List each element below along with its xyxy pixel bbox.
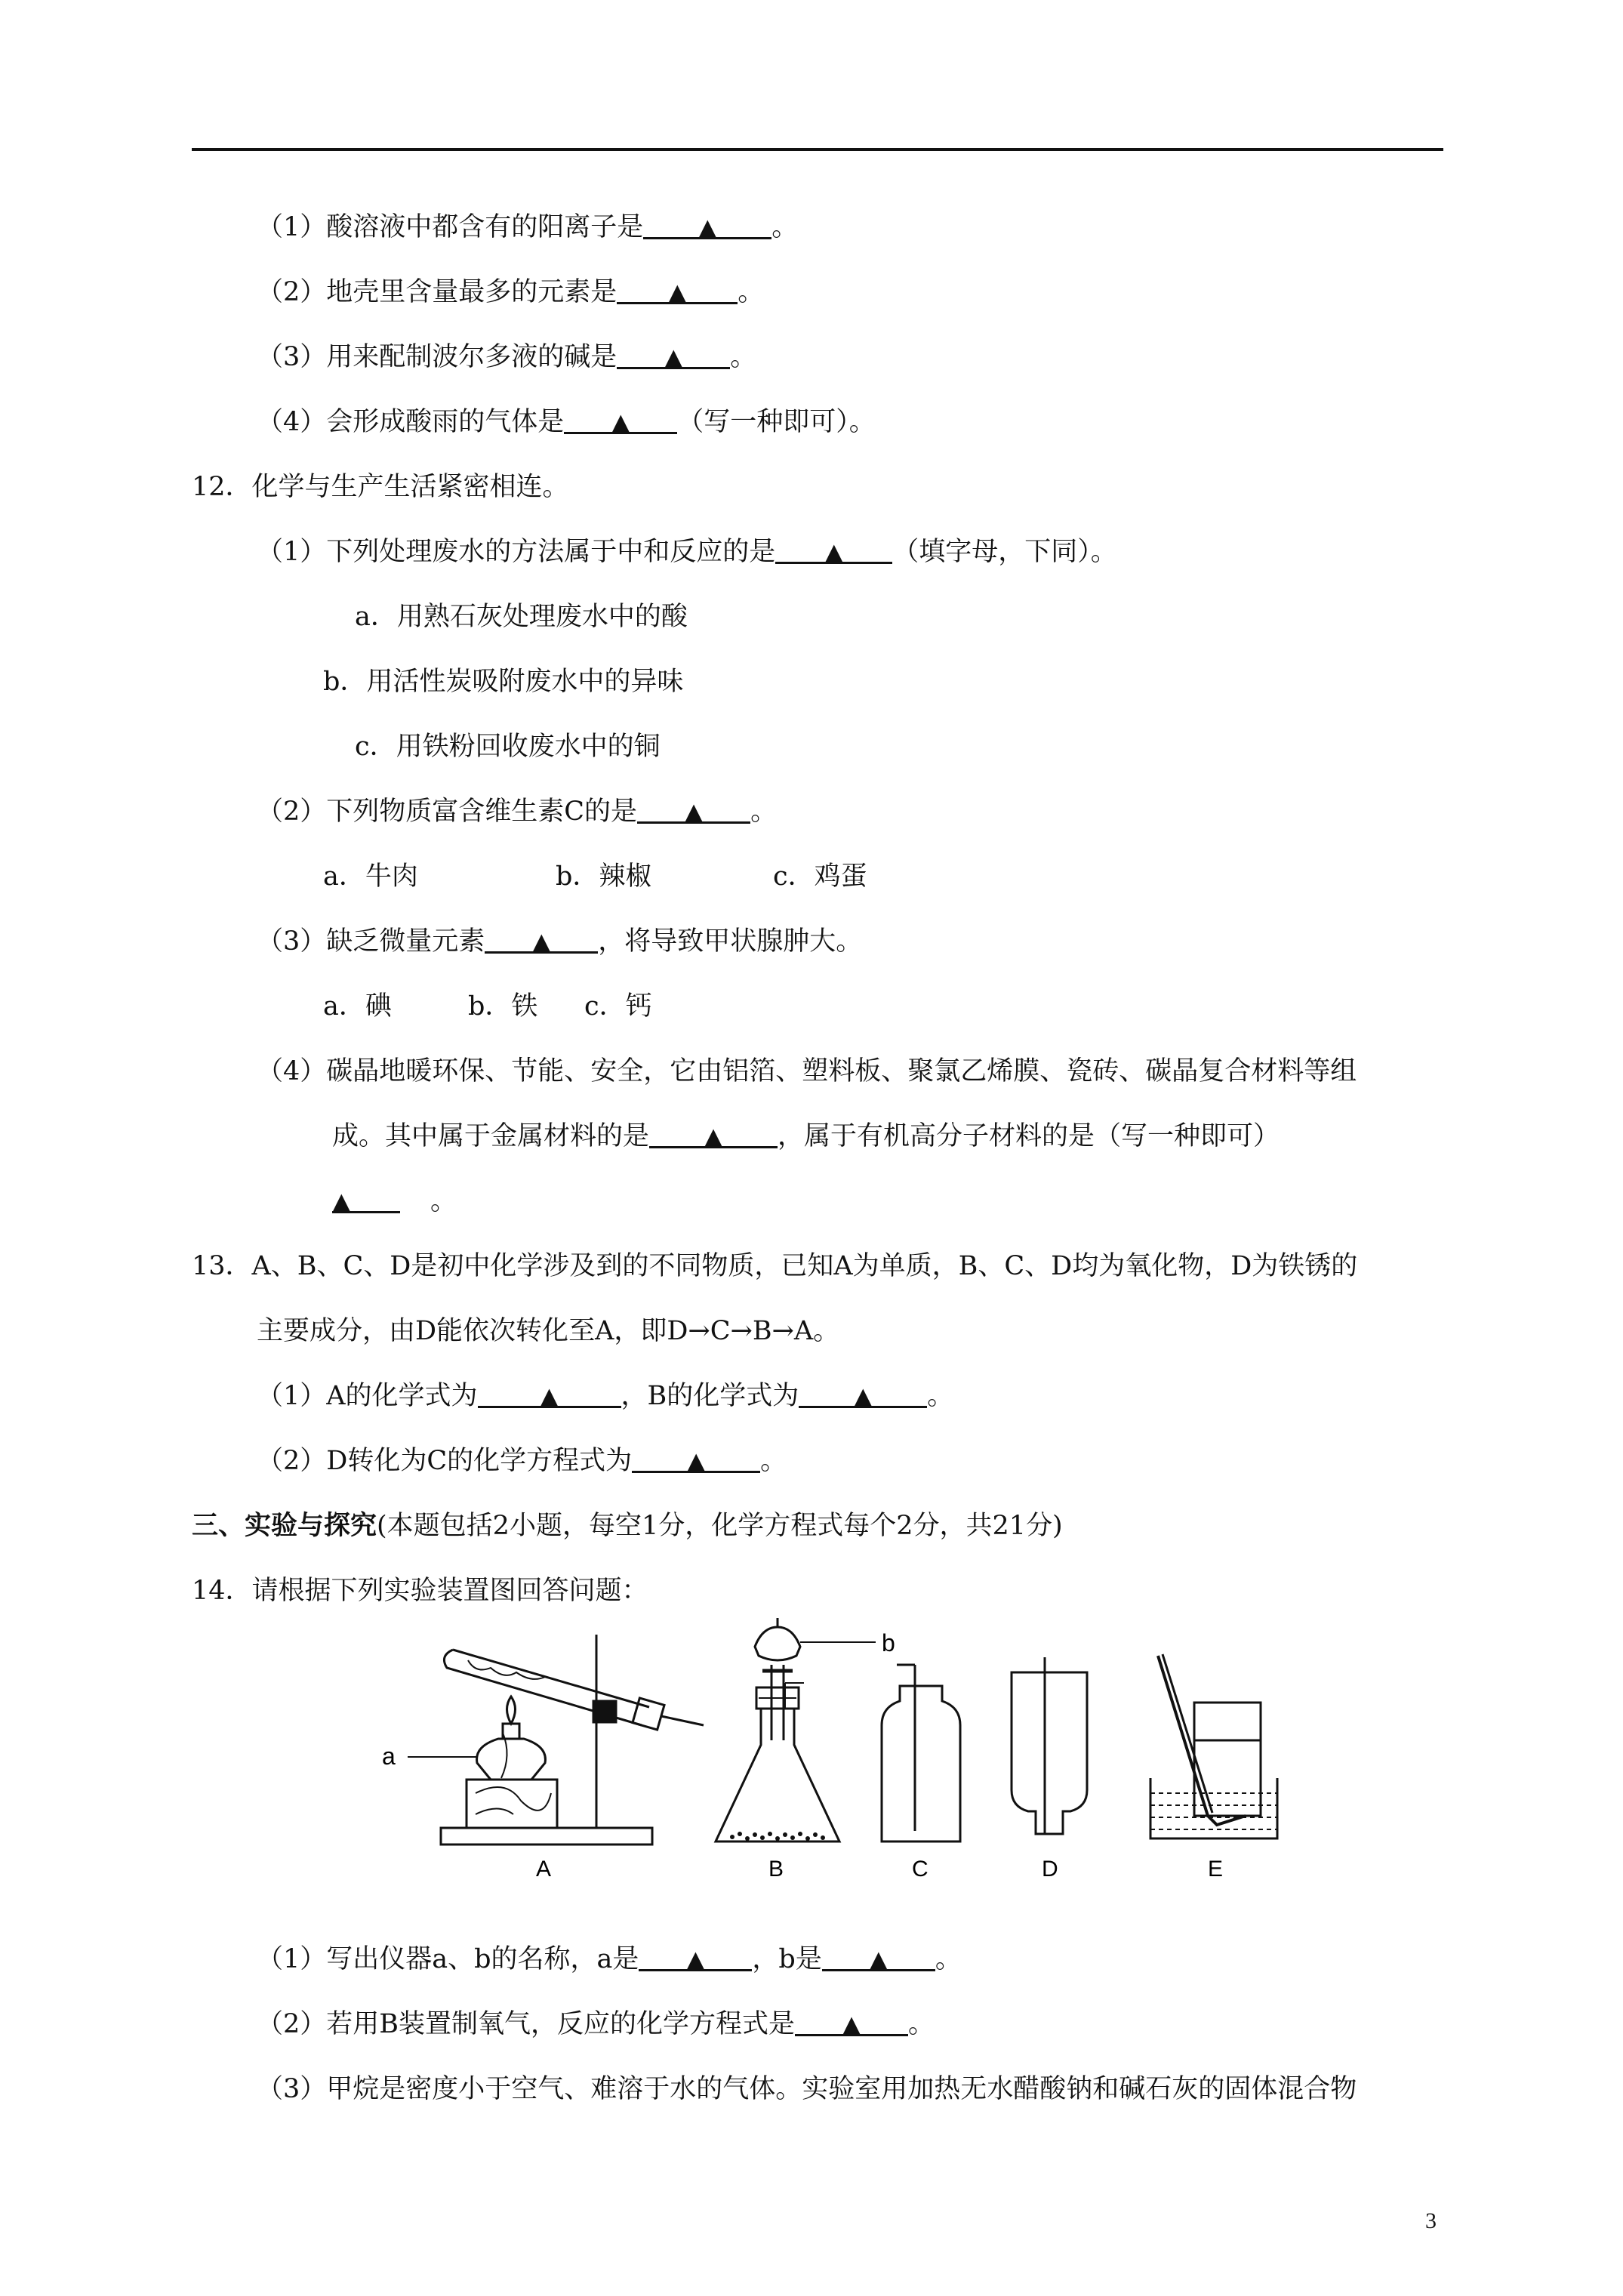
- q12-3-option-c: c．钙: [584, 991, 652, 1022]
- q12-2-line: （2）下列物质富含维生素C的是 ▲ 。: [257, 793, 777, 831]
- caption-b: B: [768, 1857, 784, 1881]
- label-a: a: [382, 1743, 396, 1770]
- q12-1-option-a: a．用熟石灰处理废水中的酸: [355, 602, 688, 632]
- q14-2-line: （2）若用B装置制氧气，反应的化学方程式是 ▲ 。: [257, 2005, 935, 2043]
- answer-blank[interactable]: ▲: [795, 2005, 908, 2036]
- answer-blank[interactable]: ▲: [775, 533, 892, 564]
- apparatus-b: [716, 1618, 876, 1841]
- q11-4-line: （4）会形成酸雨的气体是 ▲ （写一种即可）。: [257, 403, 876, 441]
- apparatus-figure: [377, 1612, 1283, 1884]
- page-number: 3: [1425, 2208, 1437, 2233]
- label-b: b: [882, 1629, 895, 1657]
- q11-3-line: （3）用来配制波尔多液的碱是 ▲ 。: [257, 338, 756, 376]
- apparatus-e: [1150, 1654, 1277, 1838]
- answer-blank[interactable]: ▲: [632, 1442, 760, 1473]
- answer-blank[interactable]: ▲: [485, 923, 598, 954]
- caption-a: A: [536, 1857, 552, 1881]
- answer-blank[interactable]: ▲: [643, 208, 771, 239]
- q12-4-line-3: ▲ 。: [332, 1182, 457, 1220]
- q13-title-2: 主要成分，由D能依次转化至A，即D→C→B→A。: [257, 1316, 840, 1346]
- apparatus-d: [1012, 1657, 1087, 1834]
- q12-title: 12．化学与生产生活紧密相连。: [192, 472, 569, 502]
- caption-c: C: [912, 1857, 929, 1881]
- section-3-heading: 三、实验与探究(本题包括2小题，每空1分，化学方程式每个2分，共21分): [192, 1510, 1063, 1541]
- q12-1-option-c: c．用铁粉回收废水中的铜: [355, 732, 661, 762]
- q12-1-option-b: b．用活性炭吸附废水中的异味: [323, 667, 684, 697]
- answer-blank[interactable]: ▲: [332, 1182, 400, 1213]
- q13-1-line: （1）A的化学式为 ▲ ，B的化学式为 ▲ 。: [257, 1377, 953, 1415]
- answer-blank[interactable]: ▲: [564, 403, 677, 434]
- apparatus-a: [408, 1635, 704, 1845]
- q12-3-line: （3）缺乏微量元素 ▲ ，将导致甲状腺肿大。: [257, 923, 862, 960]
- caption-e: E: [1208, 1857, 1224, 1881]
- answer-blank[interactable]: ▲: [617, 273, 738, 304]
- q14-title: 14．请根据下列实验装置图回答问题：: [192, 1576, 648, 1606]
- q12-1-line: （1）下列处理废水的方法属于中和反应的是 ▲ （填字母，下同）。: [257, 533, 1117, 571]
- q12-3-option-b: b．铁: [468, 991, 538, 1022]
- answer-blank[interactable]: ▲: [617, 338, 730, 369]
- q13-2-line: （2）D转化为C的化学方程式为 ▲ 。: [257, 1442, 787, 1480]
- q12-2-option-a: a．牛肉: [323, 861, 418, 892]
- caption-d: D: [1042, 1857, 1058, 1881]
- answer-blank[interactable]: ▲: [639, 1940, 752, 1971]
- answer-blank[interactable]: ▲: [822, 1940, 935, 1971]
- q12-4-line: （4）碳晶地暖环保、节能、安全，它由铝箔、塑料板、聚氯乙烯膜、瓷砖、碳晶复合材料等组: [257, 1056, 1357, 1086]
- q12-3-option-a: a．碘: [323, 991, 392, 1022]
- q11-1-line: （1）酸溶液中都含有的阳离子是 ▲ 。: [257, 208, 798, 246]
- q12-2-option-b: b．辣椒: [556, 861, 652, 892]
- answer-blank[interactable]: ▲: [649, 1117, 778, 1148]
- answer-blank[interactable]: ▲: [799, 1377, 927, 1408]
- q11-2-line: （2）地壳里含量最多的元素是 ▲ 。: [257, 273, 764, 311]
- q14-3-line: （3）甲烷是密度小于空气、难溶于水的气体。实验室用加热无水醋酸钠和碱石灰的固体混合物: [257, 2074, 1357, 2104]
- header-rule: [192, 148, 1443, 151]
- answer-blank[interactable]: ▲: [478, 1377, 621, 1408]
- answer-blank[interactable]: ▲: [637, 793, 750, 824]
- q12-2-option-c: c．鸡蛋: [773, 861, 867, 892]
- q14-1-line: （1）写出仪器a、b的名称，a是 ▲ ，b是 ▲ 。: [257, 1940, 962, 1978]
- q13-title: 13．A、B、C、D是初中化学涉及到的不同物质，已知A为单质，B、C、D均为氧化物，D为铁锈的: [192, 1251, 1358, 1281]
- apparatus-c: [882, 1665, 960, 1841]
- q12-4-line-2: 成。其中属于金属材料的是 ▲ ，属于有机高分子材料的是（写一种即可）: [332, 1117, 1280, 1155]
